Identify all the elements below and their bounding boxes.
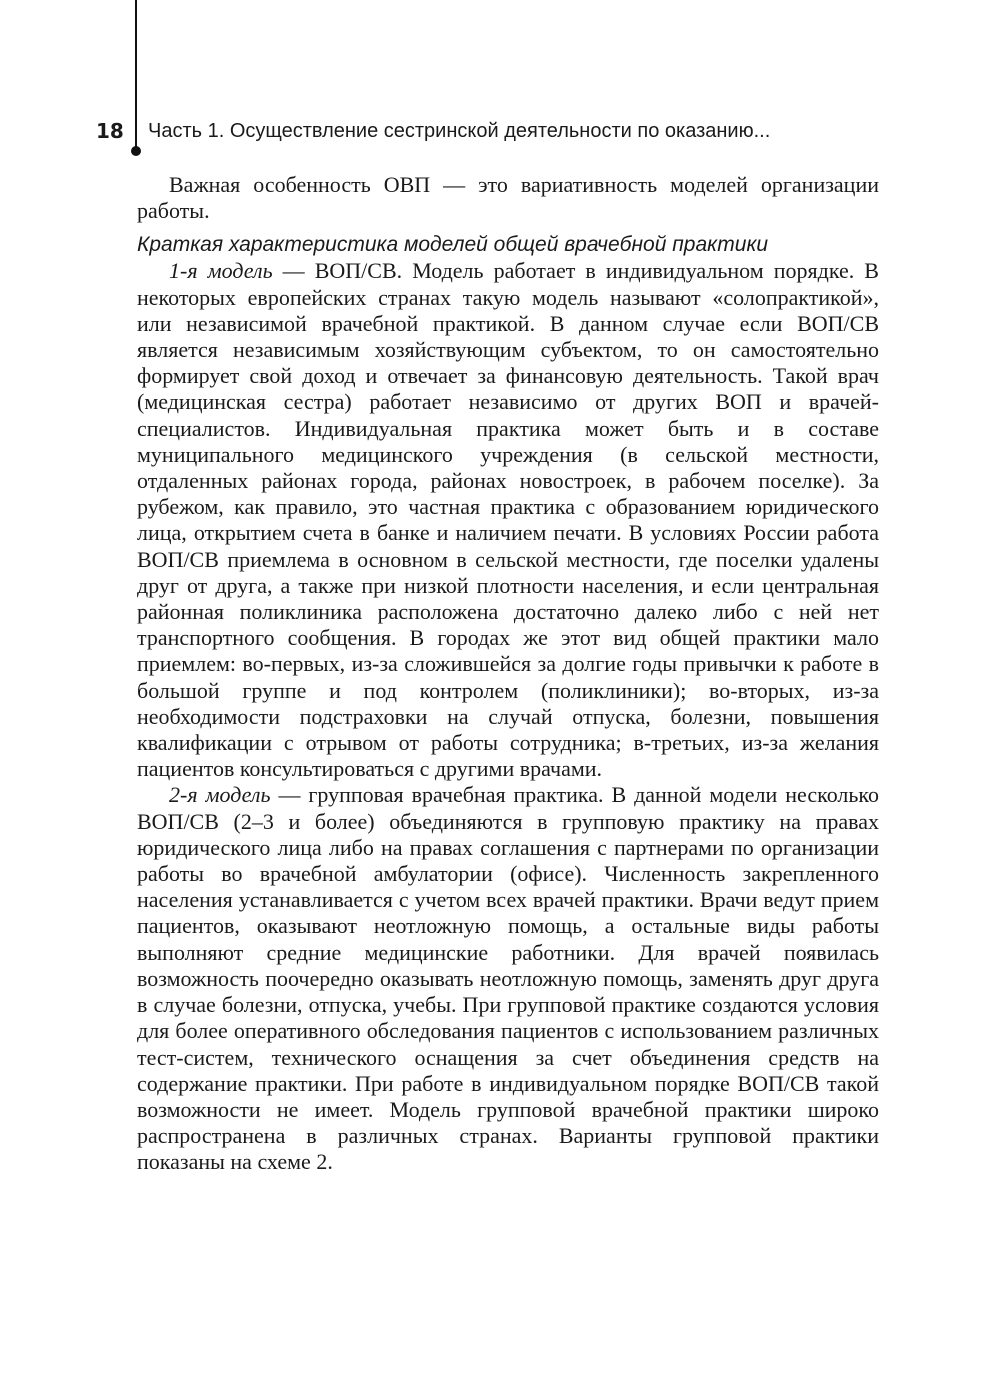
model-2-text: — групповая врачебная практика. В данной модели несколько ВОП/СВ (2–3 и более) объединяются в групповую практику на правах юридического лица либо на правах соглашения с партнерами по организации работы во врачебной амбулатории (офисе). Численность закрепленного населения устанавливается с учетом всех врачей практики. Врачи ведут прием пациентов, оказывают неотложную помощь, а остальные виды работы выполняют средние медицинские работники. Для врачей появилась возможность поочередно оказывать неотложную помощь, заменять друг друга в случае болезни, отпуска, учебы. При групповой практике создаются условия для более оперативного обследования пациентов с использованием различных тест-систем, технического оснащения за счет объединения средств на содержание практики. При работе в индивидуальном порядке ВОП/СВ такой возможности не имеет. Модель групповой врачебной практики широко распространена в различных странах. Варианты групповой практики показаны на схеме 2.	[137, 782, 879, 1175]
body-text	[137, 172, 879, 1176]
model-1-text: — ВОП/СВ. Модель работает в индивидуальном порядке. В некоторых европейских странах такую модель называют «солопрактикой», или независимой врачебной практикой. В данном случае если ВОП/СВ является независимым хозяйствующим субъектом, то он самостоятельно формирует свой доход и отвечает за финансовую деятельность. Такой врач (медицинская сестра) работает независимо от других ВОП и врачей-специалистов. Индивидуальная практика может быть и в составе муниципального медицинского учреждения (в сельской местности, отдаленных районах города, районах новостроек, в рабочем поселке). За рубежом, как правило, это частная практика с образованием юридического лица, открытием счета в банке и наличием печати. В условиях России работа ВОП/СВ приемлема в основном в сельской местности, где поселки удалены друг от друга, а также при низкой плотности населения, и если центральная районная поликлиника расположена достаточно далеко либо с ней нет транспортного сообщения. В городах же этот вид общей практики мало приемлем: во-первых, из-за сложившейся за долгие годы привычки к работе в большой группе и под контролем (поликлиники); во-вторых, из-за необходимости подстраховки на случай отпуска, болезни, повышения квалификации с отрывом от работы сотрудника; в-третьих, из-за желания пациентов консультироваться с другими врачами.	[137, 258, 879, 782]
page-number: 18	[96, 119, 124, 143]
model-2-term: 2-я модель	[169, 782, 271, 808]
model-2-paragraph	[137, 782, 879, 1175]
section-heading: Краткая характеристика моделей общей врачебной практики	[137, 233, 769, 257]
intro-paragraph: Важная особенность ОВП — это вариативность моделей организации работы.	[137, 172, 879, 224]
margin-rule	[135, 0, 137, 150]
running-head: Часть 1. Осуществление сестринской деятельности по оказанию...	[148, 120, 771, 142]
model-1-paragraph	[137, 258, 879, 782]
margin-bullet-dot	[131, 146, 141, 156]
model-1-term: 1-я модель	[169, 258, 273, 284]
